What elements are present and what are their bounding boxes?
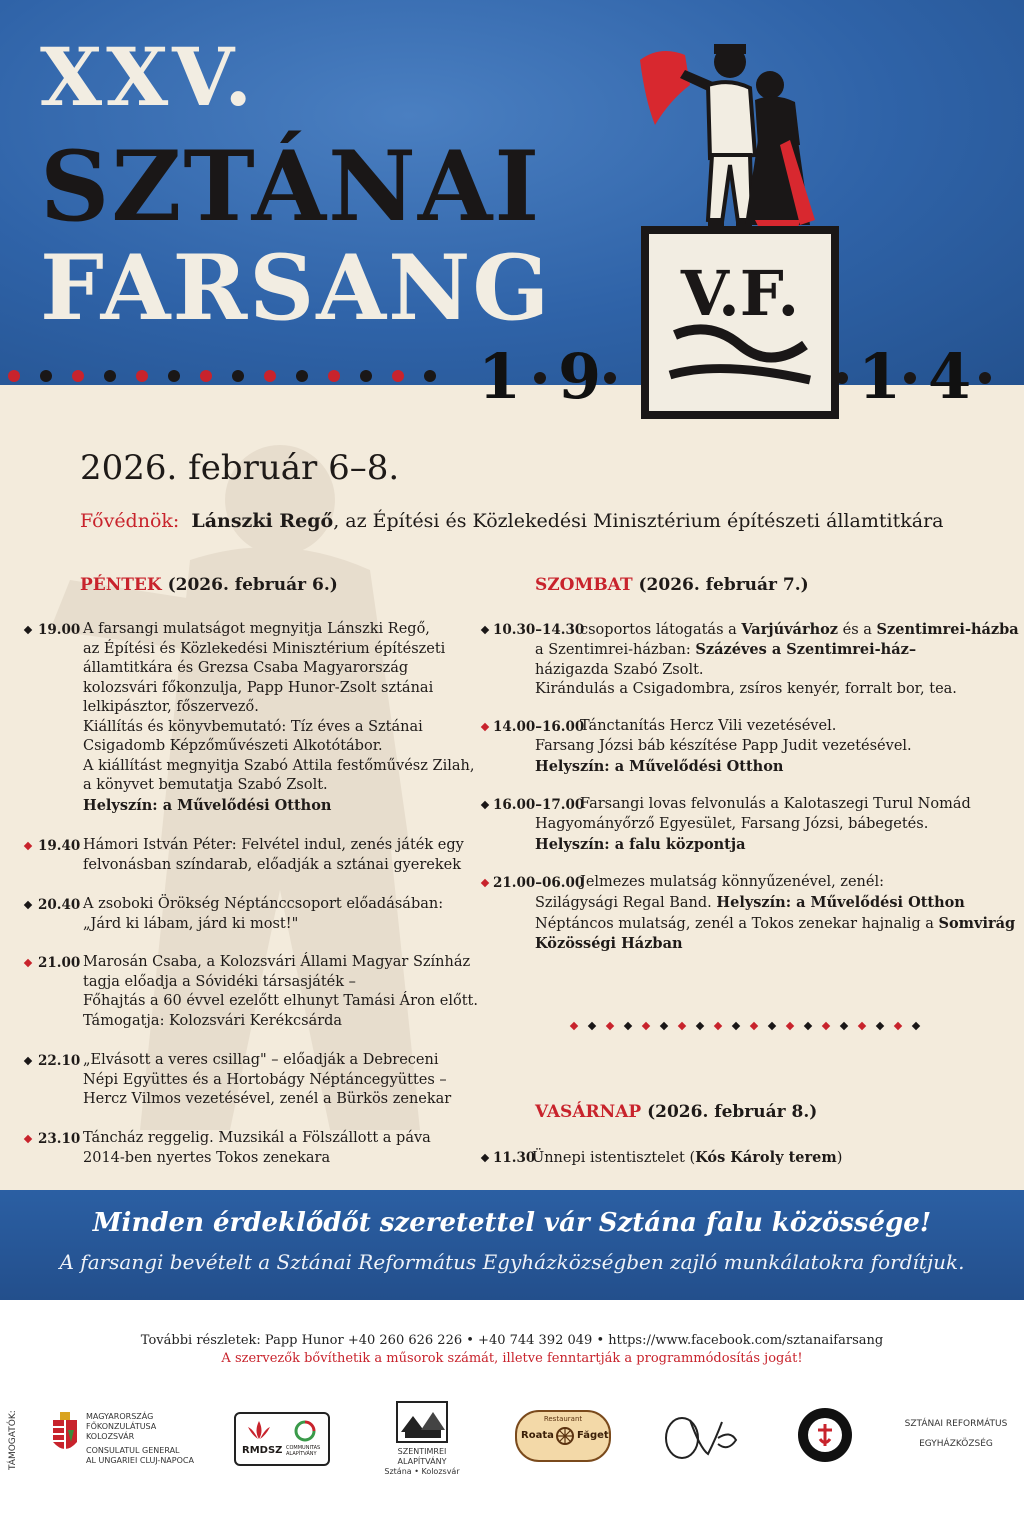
folk-figure-illustration (630, 30, 850, 420)
restaurant-right-text: Făget (577, 1430, 609, 1441)
event-text: Hercz Vilmos vezetésével, zenél a Bürkös zenekar (83, 1091, 452, 1107)
friday-event-6 (83, 1129, 431, 1168)
event-text: Táncház reggelig. Muzsikál a Fölszállott a páva (83, 1130, 431, 1146)
year-digit-3: 1 (858, 340, 902, 413)
event-text: Kirándulás a Csigadombra, zsíros kenyér, forralt bor, tea. (535, 681, 957, 697)
friday-date-label: (2026. február 6.) (161, 575, 338, 595)
tokos-band-logo-icon (796, 1406, 854, 1464)
saturday-event-1-cont (535, 640, 957, 700)
event-text: házigazda Szabó Zsolt. (535, 661, 704, 678)
event-time: 14.00–16.00 (493, 719, 585, 735)
year-digit-1: 1 (478, 340, 522, 413)
event-text-bold: Somvirág (938, 914, 1016, 932)
event-text: a könyvet bemutatja Szabó Zsolt. (83, 777, 328, 793)
event-text-bold: Kós Károly terem (695, 1149, 837, 1166)
event-text-bold: Varjúvárhoz (741, 621, 839, 638)
title-numeral: XXV. (40, 30, 257, 124)
event-time: 11.30 (493, 1150, 536, 1166)
event-text: kolozsvári főkonzulja, Papp Hunor-Zsolt sztánai (83, 679, 434, 696)
sponsor-area (0, 1300, 1024, 1513)
event-text: lelkipásztor, főszervező. (83, 699, 259, 715)
divider-dot (360, 370, 372, 382)
event-text: felvonásban színdarab, előadják a sztánai gyerekek (83, 856, 462, 873)
event-text: Kiállítás és könyvbemutató: Tíz éves a Sztánai (83, 718, 423, 735)
friday-heading (80, 575, 338, 595)
event-text: csoportos látogatás a (580, 622, 742, 638)
event-text: Főhajtás a 60 évvel ezelőtt elhunyt Tamási Áron előtt. (83, 993, 478, 1009)
event-text: tagja előadja a Sóvidéki társasjáték – (83, 973, 356, 990)
event-text: 2014-ben nyertes Tokos zenekara (83, 1149, 331, 1166)
friday-event-1 (83, 620, 474, 816)
event-text: Népi Együttes és a Hortobágy Néptáncegyüttes – (83, 1071, 447, 1088)
divider-dot (168, 370, 180, 382)
event-text-bold: Százéves a Szentimrei-ház– (695, 641, 917, 658)
divider-diamond (642, 1022, 650, 1030)
divider-diamond (714, 1022, 722, 1030)
year-digit-2: 9 (558, 340, 602, 413)
dot-divider-middle (565, 1018, 935, 1034)
patron-name: Lánszki Regő (191, 510, 334, 532)
event-time: 19.40 (38, 838, 81, 854)
event-date-range: 2026. február 6–8. (80, 448, 400, 488)
event-time: 21.00 (38, 955, 81, 971)
event-location: Helyszín: a falu központja (535, 835, 746, 853)
event-text-bold: Szentimrei-házba (876, 621, 1019, 638)
saturday-event-3 (580, 795, 971, 815)
event-time: 23.10 (38, 1131, 81, 1147)
title-farsang: FARSANG (40, 235, 552, 341)
divider-diamond (840, 1022, 848, 1030)
event-text: A kiállítást megnyitja Szabó Attila festőművész Zilah, (83, 757, 475, 774)
event-text: ) (836, 1150, 843, 1166)
contact-info: További részletek: Papp Hunor +40 260 626 226 • +40 744 392 049 • https://www.facebook.com/sztanaifarsang (140, 1333, 884, 1348)
dot-divider-top (0, 362, 470, 390)
event-time: 22.10 (38, 1053, 81, 1069)
year-digit-4: 4 (928, 340, 972, 413)
event-time: 19.00 (38, 622, 81, 638)
divider-dot (296, 370, 308, 382)
szentimrei-house-icon (395, 1400, 449, 1444)
divider-dot (8, 370, 20, 382)
divider-diamond (750, 1022, 758, 1030)
rmdsz-text: RMDSZ (242, 1445, 283, 1456)
divider-dot (232, 370, 244, 382)
event-text: Tánctanítás Hercz Vili vezetésével. (580, 718, 837, 734)
saturday-event-2-cont (535, 737, 912, 777)
organizer-notice: A szervezők bővíthetik a műsorok számát, illetve fenntartják a programmódosítás jogát! (221, 1351, 803, 1366)
church-text: EGYHÁZKÖZSÉG (919, 1439, 993, 1449)
slogan-line-1: Minden érdeklődőt szeretettel vár Sztána falu közössége! (92, 1208, 932, 1238)
restaurant-top-text: Restaurant (543, 1415, 583, 1423)
event-time: 20.40 (38, 897, 81, 913)
divider-diamond (894, 1022, 902, 1030)
divider-diamond (570, 1022, 578, 1030)
event-time: 16.00–17.00 (493, 797, 585, 813)
saturday-event-1 (580, 620, 1019, 641)
saturday-event-2 (580, 717, 836, 737)
title-sztanai: SZTÁNAI (40, 130, 542, 243)
event-text: Hámori István Péter: Felvétel indul, zenés játék egy (83, 837, 464, 853)
friday-event-5 (83, 1051, 451, 1110)
slogan-line-2: A farsangi bevételt a Sztánai Református Egyházközségben zajló munkálatokra fordítjuk. (59, 1250, 965, 1274)
divider-dot (40, 370, 52, 382)
sponsors-label: TÁMOGATÓK: (8, 1410, 18, 1470)
event-text: Marosán Csaba, a Kolozsvári Állami Magyar Színház (83, 954, 471, 970)
event-text: Ünnepi istentisztelet ( (532, 1150, 696, 1166)
event-text: Támogatja: Kolozsvári Kerékcsárda (83, 1012, 343, 1029)
divider-diamond (624, 1022, 632, 1030)
saturday-event-3-cont (535, 815, 928, 855)
friday-day-label: PÉNTEK (80, 575, 162, 595)
bullet-black (481, 1154, 489, 1162)
saturday-heading (535, 575, 809, 595)
event-text: Farsangi lovas felvonulás a Kalotaszegi Turul Nomád (580, 796, 971, 812)
divider-dot (392, 370, 404, 382)
event-text: a Szentimrei-házban: (535, 642, 696, 658)
divider-diamond (588, 1022, 596, 1030)
event-text: államtitkára és Grezsa Csaba Magyarország (83, 660, 409, 676)
patron-line (80, 510, 944, 532)
tulip-icon (244, 1419, 274, 1441)
friday-event-4 (83, 953, 478, 1031)
event-text: Jelmezes mulatság könnyűzenével, zenél: (580, 874, 884, 890)
divider-dot (136, 370, 148, 382)
friday-event-2 (83, 836, 464, 875)
event-text: „Járd ki lábam, járd ki most!" (83, 915, 299, 932)
patron-role: , az Építési és Közlekedési Minisztérium építészeti államtitkára (333, 510, 944, 532)
divider-dot (264, 370, 276, 382)
event-location: Helyszín: a Művelődési Otthon (83, 796, 332, 814)
saturday-day-label: SZOMBAT (535, 575, 633, 595)
divider-diamond (660, 1022, 668, 1030)
divider-dot (328, 370, 340, 382)
church-text: SZTÁNAI REFORMÁTUS (904, 1419, 1008, 1429)
event-text-bold: Közösségi Házban (535, 935, 683, 952)
restaurant-logo (515, 1410, 611, 1462)
consulate-text: AL UNGARIEI CLUJ-NAPOCA (86, 1456, 194, 1465)
communitas-icon (292, 1419, 318, 1443)
saturday-event-4-cont (535, 893, 1015, 955)
saturday-event-4 (580, 873, 884, 893)
consulate-text: CONSULATUL GENERAL (86, 1446, 180, 1455)
divider-diamond (876, 1022, 884, 1030)
divider-diamond (858, 1022, 866, 1030)
saturday-date-label: (2026. február 7.) (632, 575, 809, 595)
divider-diamond (696, 1022, 704, 1030)
szentimrei-subtext: Sztána • Kolozsvár (384, 1467, 460, 1476)
rmdsz-logo (234, 1412, 330, 1466)
divider-diamond (822, 1022, 830, 1030)
hungarian-coat-of-arms-icon (50, 1410, 80, 1458)
monogram-text: V.F. (680, 257, 800, 330)
consulate-text: MAGYARORSZÁG (86, 1412, 154, 1421)
divider-dot (72, 370, 84, 382)
divider-diamond (912, 1022, 920, 1030)
event-text: Hagyományőrző Egyesület, Farsang Józsi, bábegetés. (535, 816, 929, 832)
szentimrei-text: SZENTIMREI ALAPÍTVÁNY (397, 1447, 447, 1466)
event-text: A farsangi mulatságot megnyitja Lánszki Regő, (83, 621, 430, 637)
wheel-icon (555, 1424, 575, 1448)
event-time: 21.00–06.00 (493, 875, 585, 891)
consulate-text: FŐKONZULÁTUSA (86, 1422, 157, 1431)
divider-dot (200, 370, 212, 382)
event-text: Szilágysági Regal Band. (535, 895, 717, 911)
event-text: Farsang Józsi báb készítése Papp Judit vezetésével. (535, 738, 912, 754)
divider-diamond (786, 1022, 794, 1030)
event-text: Csigadomb Képzőművészeti Alkotótábor. (83, 738, 383, 754)
sunday-date-label: (2026. február 8.) (641, 1102, 818, 1122)
szentimrei-logo (372, 1447, 472, 1477)
event-text: és a (838, 622, 877, 638)
church-logo (900, 1414, 1012, 1454)
divider-diamond (606, 1022, 614, 1030)
event-location: Helyszín: a Művelődési Otthon (716, 894, 965, 911)
slogan-band (0, 1190, 1024, 1300)
year-dots (470, 368, 1024, 388)
script-monogram-logo-icon (660, 1408, 742, 1464)
sunday-event-1 (532, 1148, 842, 1169)
event-text: az Építési és Közlekedési Minisztérium építészeti (83, 640, 446, 657)
patron-label: Fővédnök: (80, 510, 180, 532)
friday-event-3 (83, 895, 443, 934)
consulate-text: KOLOZSVÁR (86, 1432, 135, 1441)
divider-diamond (732, 1022, 740, 1030)
event-location: Helyszín: a Művelődési Otthon (535, 757, 784, 775)
consulate-logo (86, 1412, 194, 1466)
event-time: 10.30–14.30 (493, 622, 585, 638)
sunday-day-label: VASÁRNAP (535, 1102, 642, 1122)
divider-dot (424, 370, 436, 382)
divider-diamond (804, 1022, 812, 1030)
communitas-text: COMMUNITAS ALAPÍTVÁNY (286, 1445, 321, 1457)
event-text: Néptáncos mulatság, zenél a Tokos zenekar hajnalig a (535, 915, 939, 932)
divider-diamond (768, 1022, 776, 1030)
sunday-heading (535, 1102, 817, 1122)
divider-dot (104, 370, 116, 382)
event-text: A zsoboki Örökség Néptánccsoport előadásában: (83, 896, 444, 912)
restaurant-left-text: Roata (521, 1430, 554, 1441)
event-text: „Elvásott a veres csillag" – előadják a Debreceni (83, 1052, 439, 1068)
divider-diamond (678, 1022, 686, 1030)
